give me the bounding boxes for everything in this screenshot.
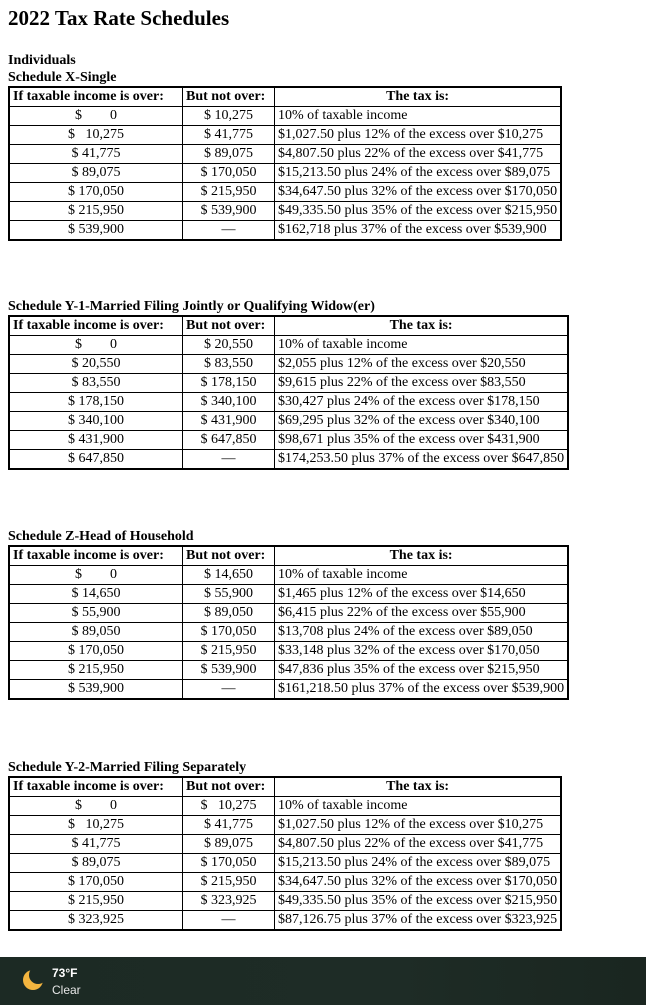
tax-cell: $34,647.50 plus 32% of the excess over $170,050 [275, 873, 562, 892]
income-over-cell: $ 178,150 [9, 393, 183, 412]
income-over-cell: $ 89,050 [9, 623, 183, 642]
table-row [9, 604, 568, 623]
income-not-over-cell: $ 215,950 [183, 873, 275, 892]
table-row [9, 393, 568, 412]
header-tax: The tax is: [275, 316, 569, 336]
table-row [9, 854, 561, 873]
income-over-cell: $ 539,900 [9, 680, 183, 700]
tax-cell: $49,335.50 plus 35% of the excess over $215,950 [275, 202, 562, 221]
income-not-over-cell: $ 10,275 [183, 107, 275, 126]
tax-cell: $6,415 plus 22% of the excess over $55,900 [275, 604, 569, 623]
table-row [9, 816, 561, 835]
income-over-cell: $ 323,925 [9, 911, 183, 931]
table-row [9, 202, 561, 221]
table-row [9, 336, 568, 355]
table-row [9, 911, 561, 931]
tax-cell: $34,647.50 plus 32% of the excess over $170,050 [275, 183, 562, 202]
table-header-row [9, 87, 561, 107]
income-over-cell: $ 170,050 [9, 183, 183, 202]
page-title: 2022 Tax Rate Schedules [8, 6, 230, 30]
header-income-over: If taxable income is over: [9, 316, 183, 336]
tax-cell: $15,213.50 plus 24% of the excess over $89,075 [275, 854, 562, 873]
table-header-row [9, 316, 568, 336]
table-row [9, 355, 568, 374]
income-over-cell: $ 10,275 [9, 816, 183, 835]
table-header-row [9, 546, 568, 566]
income-over-cell: $ 0 [9, 107, 183, 126]
income-not-over-cell: $ 170,050 [183, 854, 275, 873]
tax-cell: $2,055 plus 12% of the excess over $20,550 [275, 355, 569, 374]
table-row [9, 642, 568, 661]
tax-cell: $15,213.50 plus 24% of the excess over $89,075 [275, 164, 562, 183]
table-row [9, 680, 568, 700]
income-not-over-cell: $ 431,900 [183, 412, 275, 431]
income-not-over-cell: $ 539,900 [183, 661, 275, 680]
income-over-cell: $ 0 [9, 797, 183, 816]
income-not-over-cell: — [183, 680, 275, 700]
header-income-over: If taxable income is over: [9, 546, 183, 566]
income-not-over-cell: $ 170,050 [183, 623, 275, 642]
table-header-row [9, 777, 561, 797]
income-not-over-cell: $ 89,075 [183, 145, 275, 164]
table-row [9, 450, 568, 470]
table-row [9, 412, 568, 431]
income-over-cell: $ 14,650 [9, 585, 183, 604]
tax-cell: $1,465 plus 12% of the excess over $14,650 [275, 585, 569, 604]
tax-cell: $98,671 plus 35% of the excess over $431,900 [275, 431, 569, 450]
table-row [9, 374, 568, 393]
table-row [9, 164, 561, 183]
income-over-cell: $ 10,275 [9, 126, 183, 145]
header-not-over: But not over: [183, 316, 275, 336]
table-row [9, 835, 561, 854]
income-not-over-cell: $ 340,100 [183, 393, 275, 412]
tax-cell: $13,708 plus 24% of the excess over $89,050 [275, 623, 569, 642]
tax-cell: $49,335.50 plus 35% of the excess over $215,950 [275, 892, 562, 911]
income-over-cell: $ 539,900 [9, 221, 183, 241]
income-not-over-cell: $ 41,775 [183, 816, 275, 835]
header-tax: The tax is: [275, 777, 562, 797]
tax-cell: $162,718 plus 37% of the excess over $539,900 [275, 221, 562, 241]
table-row [9, 661, 568, 680]
schedule-title: Schedule Y-1-Married Filing Jointly or Qualifying Widow(er) [8, 299, 375, 314]
income-not-over-cell: $ 89,075 [183, 835, 275, 854]
tax-rate-table [8, 776, 562, 931]
schedule-title: Schedule X-Single [8, 70, 117, 85]
header-tax: The tax is: [275, 87, 562, 107]
header-not-over: But not over: [183, 546, 275, 566]
table-row [9, 585, 568, 604]
income-over-cell: $ 0 [9, 566, 183, 585]
income-not-over-cell: $ 20,550 [183, 336, 275, 355]
tax-cell: 10% of taxable income [275, 336, 569, 355]
table-row [9, 797, 561, 816]
schedule-title: Schedule Y-2-Married Filing Separately [8, 760, 247, 775]
header-income-over: If taxable income is over: [9, 87, 183, 107]
header-not-over: But not over: [183, 87, 275, 107]
schedule-title: Schedule Z-Head of Household [8, 529, 194, 544]
income-not-over-cell: $ 539,900 [183, 202, 275, 221]
income-over-cell: $ 340,100 [9, 412, 183, 431]
table-row [9, 566, 568, 585]
income-not-over-cell: $ 323,925 [183, 892, 275, 911]
income-not-over-cell: $ 14,650 [183, 566, 275, 585]
income-not-over-cell: $ 10,275 [183, 797, 275, 816]
income-over-cell: $ 215,950 [9, 202, 183, 221]
schedule-section [8, 759, 562, 931]
income-not-over-cell: $ 83,550 [183, 355, 275, 374]
tax-cell: $87,126.75 plus 37% of the excess over $323,925 [275, 911, 562, 931]
section-heading: Individuals [8, 53, 76, 68]
table-row [9, 431, 568, 450]
tax-rate-table [8, 86, 562, 241]
table-row [9, 183, 561, 202]
tax-cell: $30,427 plus 24% of the excess over $178,150 [275, 393, 569, 412]
income-over-cell: $ 215,950 [9, 892, 183, 911]
income-not-over-cell: — [183, 911, 275, 931]
table-row [9, 145, 561, 164]
header-income-over: If taxable income is over: [9, 777, 183, 797]
income-over-cell: $ 55,900 [9, 604, 183, 623]
tax-cell: 10% of taxable income [275, 797, 562, 816]
income-over-cell: $ 170,050 [9, 873, 183, 892]
header-not-over: But not over: [183, 777, 275, 797]
crescent-moon-icon[interactable] [20, 966, 46, 992]
tax-rate-table [8, 545, 569, 700]
income-over-cell: $ 89,075 [9, 854, 183, 873]
income-over-cell: $ 647,850 [9, 450, 183, 470]
tax-cell: $1,027.50 plus 12% of the excess over $10,275 [275, 126, 562, 145]
schedule-section [8, 52, 562, 241]
tax-cell: $47,836 plus 35% of the excess over $215,950 [275, 661, 569, 680]
table-row [9, 221, 561, 241]
tax-cell: $161,218.50 plus 37% of the excess over $539,900 [275, 680, 569, 700]
weather-condition[interactable]: Clear [52, 983, 81, 997]
tax-cell: $69,295 plus 32% of the excess over $340,100 [275, 412, 569, 431]
taskbar [0, 957, 646, 1005]
income-not-over-cell: $ 41,775 [183, 126, 275, 145]
table-row [9, 623, 568, 642]
income-over-cell: $ 431,900 [9, 431, 183, 450]
tax-cell: $33,148 plus 32% of the excess over $170,050 [275, 642, 569, 661]
income-not-over-cell: $ 89,050 [183, 604, 275, 623]
income-over-cell: $ 41,775 [9, 145, 183, 164]
income-not-over-cell: $ 215,950 [183, 642, 275, 661]
tax-cell: $4,807.50 plus 22% of the excess over $41,775 [275, 835, 562, 854]
header-tax: The tax is: [275, 546, 569, 566]
income-over-cell: $ 89,075 [9, 164, 183, 183]
table-row [9, 873, 561, 892]
table-row [9, 107, 561, 126]
income-not-over-cell: $ 647,850 [183, 431, 275, 450]
tax-cell: $4,807.50 plus 22% of the excess over $41,775 [275, 145, 562, 164]
income-over-cell: $ 0 [9, 336, 183, 355]
income-not-over-cell: — [183, 221, 275, 241]
schedule-section [8, 298, 569, 470]
tax-cell: $174,253.50 plus 37% of the excess over $647,850 [275, 450, 569, 470]
income-over-cell: $ 215,950 [9, 661, 183, 680]
income-over-cell: $ 20,550 [9, 355, 183, 374]
schedule-section [8, 528, 569, 700]
tax-rate-table [8, 315, 569, 470]
income-not-over-cell: — [183, 450, 275, 470]
weather-temperature[interactable]: 73°F [52, 966, 78, 980]
income-not-over-cell: $ 178,150 [183, 374, 275, 393]
table-row [9, 126, 561, 145]
tax-cell: 10% of taxable income [275, 107, 562, 126]
tax-cell: 10% of taxable income [275, 566, 569, 585]
tax-cell: $9,615 plus 22% of the excess over $83,550 [275, 374, 569, 393]
income-not-over-cell: $ 170,050 [183, 164, 275, 183]
tax-cell: $1,027.50 plus 12% of the excess over $10,275 [275, 816, 562, 835]
income-over-cell: $ 83,550 [9, 374, 183, 393]
income-not-over-cell: $ 55,900 [183, 585, 275, 604]
income-over-cell: $ 41,775 [9, 835, 183, 854]
table-row [9, 892, 561, 911]
income-over-cell: $ 170,050 [9, 642, 183, 661]
income-not-over-cell: $ 215,950 [183, 183, 275, 202]
